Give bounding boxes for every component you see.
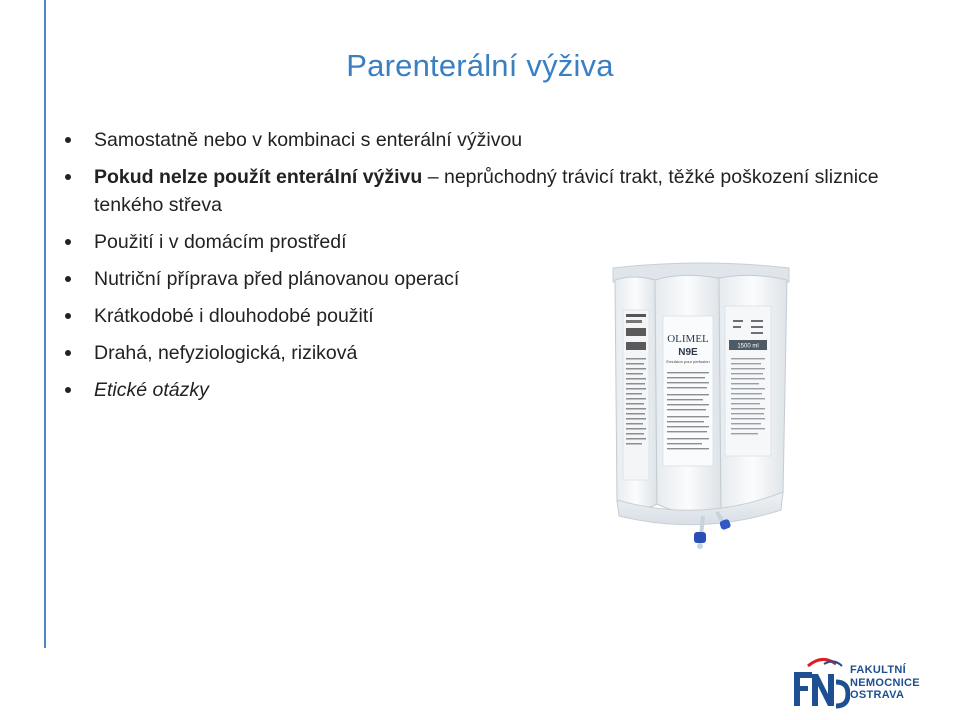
bullet-dot-icon	[65, 276, 71, 282]
bag-product-name: OLIMEL	[667, 333, 709, 345]
bullet-text-rest: – neprůchodný trávicí trakt, těžké poškození sliznice tenkého střeva	[94, 166, 879, 216]
bag-volume: 1500 ml	[737, 343, 759, 350]
hospital-logo	[790, 656, 950, 714]
bullet-text-italic: Etické otázky	[94, 379, 209, 401]
logo-text	[850, 664, 920, 702]
bullet-text: Samostatně nebo v kombinaci s enterální výživou	[94, 129, 523, 151]
bullet-dot-icon	[65, 137, 71, 143]
bullet-item	[65, 163, 885, 219]
bullet-dot-icon	[65, 313, 71, 319]
bullet-dot-icon	[65, 387, 71, 393]
bullet-text: Drahá, nefyziologická, riziková	[94, 342, 358, 364]
logo-line-2: NEMOCNICE	[850, 676, 920, 689]
logo-line-3: OSTRAVA	[850, 689, 905, 701]
fno-logo-mark-icon	[790, 656, 850, 714]
bag-subtitle: Emulsion pour perfusion	[666, 359, 710, 364]
bullet-dot-icon	[65, 239, 71, 245]
bullet-text: Nutriční příprava před plánovanou operací	[94, 268, 460, 290]
bullet-item	[65, 228, 885, 256]
logo-line-1: FAKULTNÍ	[850, 664, 906, 676]
bullet-item	[65, 126, 885, 154]
bag-product-code: N9E	[678, 347, 698, 358]
infusion-bag-photo	[593, 254, 809, 553]
bullet-text: Použití i v domácím prostředí	[94, 231, 347, 253]
bullet-dot-icon	[65, 350, 71, 356]
bullet-text: Krátkodobé i dlouhodobé použití	[94, 305, 374, 327]
bullet-dot-icon	[65, 174, 71, 180]
slide-title: Parenterální výživa	[346, 48, 614, 83]
bullet-text-bold: Pokud nelze použít enterální výživu	[94, 166, 423, 188]
left-accent-rule	[44, 0, 46, 648]
